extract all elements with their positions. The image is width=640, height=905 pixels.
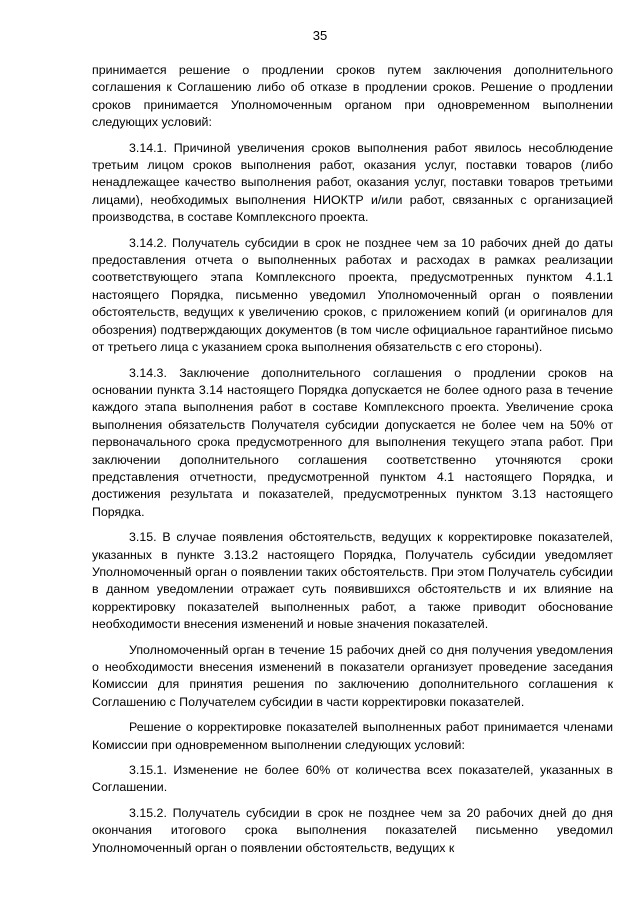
paragraph: принимается решение о продлении сроков путем заключения дополнительного соглашения к Соглашению либо об отказе в продлении сроков. Решение о продлении сроков принимается Уполномоченным органом при одновременном выполнении следующих условий: — [92, 63, 613, 130]
paragraph: Решение о корректировке показателей выполненных работ принимается членами Комиссии при одновременном выполнении следующих условий: — [92, 720, 613, 752]
page-number: 35 — [312, 28, 328, 43]
paragraph: 3.15. В случае появления обстоятельств, ведущих к корректировке показателей, указанных в пункте 3.13.2 настоящего Порядка, Получатель субсидии уведомляет Уполномоченный орган о появлении таких обстоятельств. При этом Получатель субсидии в данном уведомлении отражает суть появившихся обстоятельств и их влияние на корректировку показателей выполненных работ, а также приводит обоснование необходимости внесения изменений и новые значения показателей. — [92, 530, 613, 632]
paragraph: Уполномоченный орган в течение 15 рабочих дней со дня получения уведомления о необходимости внесения изменений в показатели организует проведение заседания Комиссии для принятия решения по заключению дополнительного соглашения к Соглашению с Получателем субсидии в части корректировки показателей. — [92, 642, 613, 709]
paragraph: 3.15.2. Получатель субсидии в срок не позднее чем за 20 рабочих дней до дня окончания итогового срока выполнения показателей письменно уведомил Уполномоченный орган о появлении обстоятельств, ведущих к — [92, 805, 613, 855]
paragraph: 3.14.1. Причиной увеличения сроков выполнения работ явилось несоблюдение третьим лицом сроков выполнения работ, оказания услуг, поставки товаров (либо ненадлежащее качество выполнения работ, оказания услуг, поставки товаров третьими лицами), необходимых выполнения НИОКТР и/или работ, связанных с организацией производства, в составе Комплексного проекта. — [92, 140, 613, 225]
paragraph: 3.14.2. Получатель субсидии в срок не позднее чем за 10 рабочих дней до даты предоставления отчета о выполненных работах и расходах в рамках реализации соответствующего этапа Комплексного проекта, предусмотренных пунктом 4.1.1 настоящего Порядка, письменно уведомил Уполномоченный орган о появлении обстоятельств, ведущих к увеличению сроков, с приложением копий (и оригиналов для обозрения) подтверждающих документов (в том числе официальное гарантийное письмо от третьего лица с указанием срока выполнения обязательств с его стороны). — [92, 235, 613, 355]
paragraph: 3.14.3. Заключение дополнительного соглашения о продлении сроков на основании пункта 3.14 настоящего Порядка допускается не более одного раза в течение каждого этапа выполнения работ в составе Комплексного проекта. Увеличение срока выполнения обязательств Получателя субсидии допускается не более чем на 50% от первоначального срока предусмотренного для выполнения текущего этапа работ. При заключении дополнительного соглашения соответственно уточняются сроки представления отчетности, предусмотренной пунктом 4.1 настоящего Порядка, и достижения результата и показателей, предусмотренных пунктом 3.13 настоящего Порядка. — [92, 365, 613, 519]
paragraph: 3.15.1. Изменение не более 60% от количества всех показателей, указанных в Соглашении. — [92, 763, 613, 795]
document-body — [92, 62, 613, 865]
